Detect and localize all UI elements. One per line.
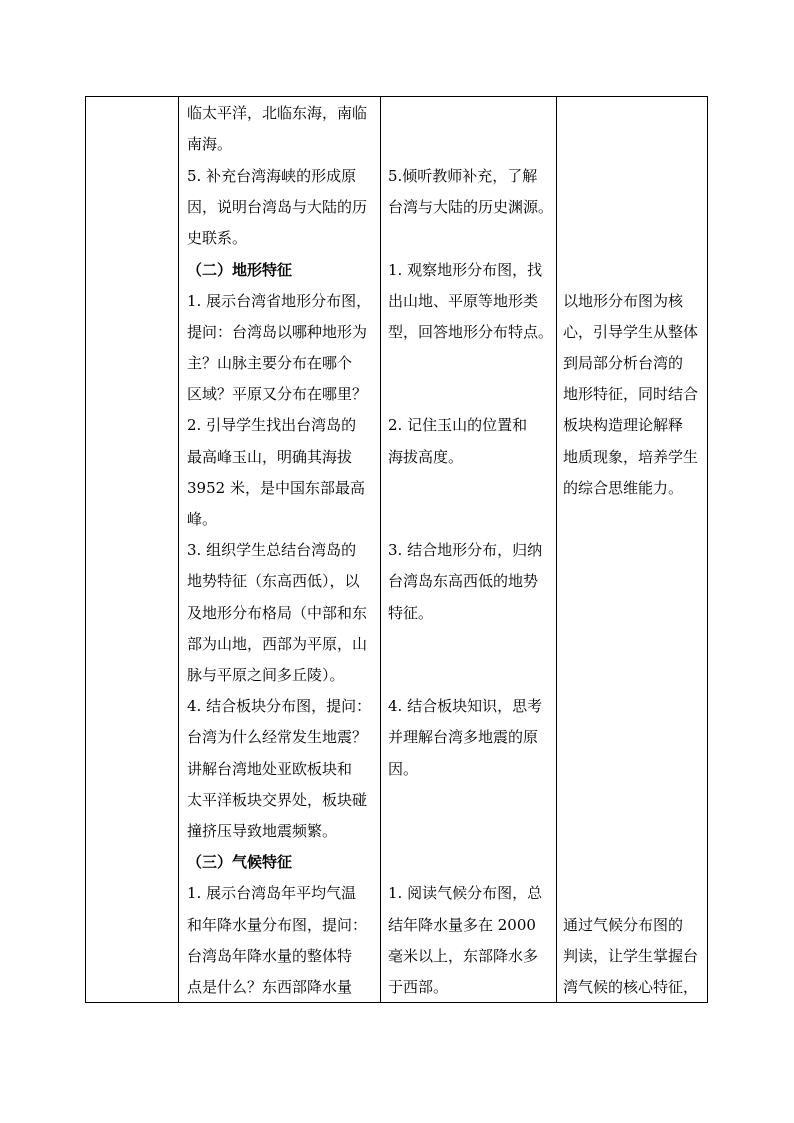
intent-line: 板块构造理论解释 bbox=[563, 416, 684, 434]
teacher-line: 撞挤压导致地震频繁。 bbox=[187, 822, 338, 840]
teacher-line: 4. 结合板块分布图，提问： bbox=[187, 697, 372, 715]
student-line: 出山地、平原等地形类 bbox=[388, 292, 539, 310]
teacher-line: 临太平洋，北临东海，南临 bbox=[187, 104, 368, 122]
student-line: 3. 结合地形分布，归纳 bbox=[388, 541, 543, 559]
teacher-line: 主？山脉主要分布在哪个 bbox=[187, 354, 353, 372]
column-divider bbox=[556, 97, 557, 1002]
column-divider bbox=[380, 97, 381, 1002]
teacher-line: 最高峰玉山，明确其海拔 bbox=[187, 448, 353, 466]
teacher-line: 区域？平原又分布在哪里？ bbox=[187, 385, 368, 403]
student-line: 特征。 bbox=[388, 604, 434, 622]
student-line: 5.倾听教师补充，了解 bbox=[388, 167, 538, 185]
section-heading: （二）地形特征 bbox=[187, 261, 293, 279]
student-line: 台湾岛东高西低的地势 bbox=[388, 572, 539, 590]
teacher-line: 提问：台湾岛以哪种地形为 bbox=[187, 323, 368, 341]
student-line: 4. 结合板块知识，思考 bbox=[388, 697, 543, 715]
teacher-line: 5. 补充台湾海峡的形成原 bbox=[187, 167, 357, 185]
student-line: 2. 记住玉山的位置和 bbox=[388, 416, 528, 434]
teacher-line: 点是什么？东西部降水量 bbox=[187, 978, 353, 996]
teacher-line: 台湾为什么经常发生地震？ bbox=[187, 728, 368, 746]
column-divider bbox=[178, 97, 179, 1002]
intent-line: 地质现象，培养学生 bbox=[563, 448, 699, 466]
intent-line: 地形特征，同时结合 bbox=[563, 385, 699, 403]
teacher-line: 讲解台湾地处亚欧板块和 bbox=[187, 760, 353, 778]
teacher-line: 地势特征（东高西低），以 bbox=[187, 572, 360, 590]
teacher-line: 峰。 bbox=[187, 510, 218, 528]
student-line: 于西部。 bbox=[388, 978, 449, 996]
teacher-line: 1. 展示台湾省地形分布图， bbox=[187, 292, 372, 310]
teacher-line: 太平洋板块交界处，板块碰 bbox=[187, 791, 368, 809]
student-line: 1. 观察地形分布图，找 bbox=[388, 261, 543, 279]
intent-line: 到局部分析台湾的 bbox=[563, 354, 684, 372]
intent-line: 湾气候的核心特征， bbox=[563, 978, 699, 996]
student-line: 并理解台湾多地震的原 bbox=[388, 728, 539, 746]
student-line: 1. 阅读气候分布图，总 bbox=[388, 884, 543, 902]
teacher-line: 1. 展示台湾岛年平均气温 bbox=[187, 884, 357, 902]
teacher-line: 台湾岛年降水量的整体特 bbox=[187, 947, 353, 965]
student-line: 台湾与大陆的历史渊源。 bbox=[388, 198, 554, 216]
student-line: 型，回答地形分布特点。 bbox=[388, 323, 554, 341]
intent-line: 通过气候分布图的 bbox=[563, 916, 684, 934]
intent-line: 判读，让学生掌握台 bbox=[563, 947, 699, 965]
intent-line: 以地形分布图为核 bbox=[563, 292, 684, 310]
teacher-line: 因，说明台湾岛与大陆的历 bbox=[187, 198, 368, 216]
intent-line: 心，引导学生从整体 bbox=[563, 323, 699, 341]
student-line: 毫米以上，东部降水多 bbox=[388, 947, 539, 965]
teacher-line: 和年降水量分布图，提问： bbox=[187, 916, 368, 934]
teacher-line: 3952 米，是中国东部最高 bbox=[187, 479, 365, 497]
teacher-line: 史联系。 bbox=[187, 229, 248, 247]
student-line: 海拔高度。 bbox=[388, 448, 464, 466]
teacher-line: 部为山地，西部为平原，山 bbox=[187, 635, 368, 653]
student-line: 因。 bbox=[388, 760, 419, 778]
teacher-line: 及地形分布格局（中部和东 bbox=[187, 604, 368, 622]
intent-line: 的综合思维能力。 bbox=[563, 479, 684, 497]
lesson-plan-table bbox=[85, 96, 708, 1003]
student-line: 结年降水量多在 2000 bbox=[388, 916, 536, 934]
section-heading: （三）气候特征 bbox=[187, 853, 293, 871]
teacher-line: 3. 组织学生总结台湾岛的 bbox=[187, 541, 357, 559]
teacher-line: 南海。 bbox=[187, 135, 233, 153]
teacher-line: 脉与平原之间多丘陵）。 bbox=[187, 666, 345, 684]
teacher-line: 2. 引导学生找出台湾岛的 bbox=[187, 416, 357, 434]
